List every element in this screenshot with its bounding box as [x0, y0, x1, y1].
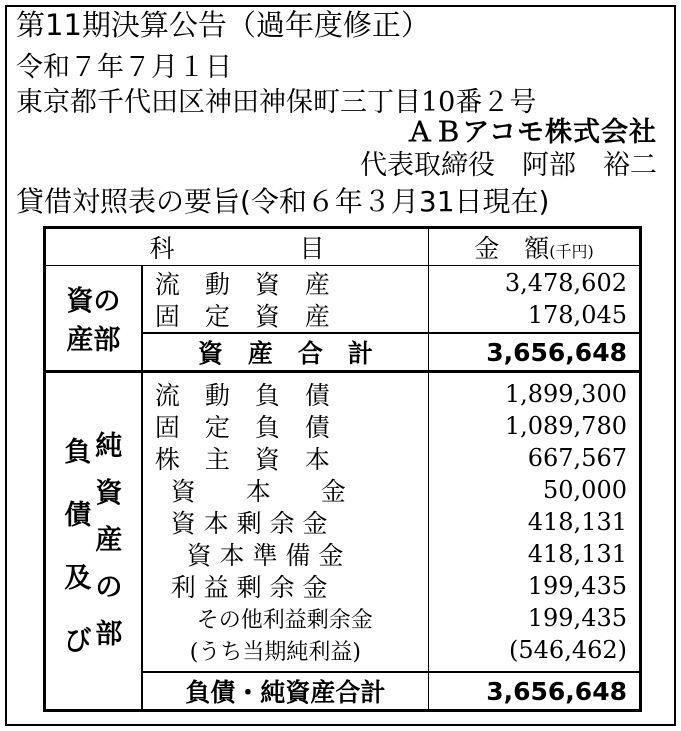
asset-value-fixed: 178,045 [527, 301, 627, 330]
liability-value: 50,000 [543, 476, 627, 505]
liability-label: 資 本 金 [154, 477, 346, 507]
balance-sheet-table [43, 226, 642, 712]
liabilities-total-label: 負債・純資産合計 [142, 672, 429, 711]
assets-section-label [45, 266, 142, 372]
assets-total-value: 3,656,648 [429, 333, 641, 372]
liabilities-values [429, 372, 641, 672]
liabilities-labels [142, 372, 429, 672]
liability-label: 利 益 剰 余 金 [154, 573, 328, 603]
liability-label: 資 本 準 備 金 [154, 541, 344, 571]
liability-value: 418,131 [527, 508, 627, 537]
liabilities-section-col1 [64, 424, 91, 658]
liabilities-section-col2 [95, 424, 122, 658]
liabilities-section-label [45, 372, 142, 711]
asset-label-current: 流 動 資 産 [154, 270, 330, 300]
assets-section-line1: 資の [66, 286, 121, 318]
liability-value: 1,089,780 [504, 412, 627, 441]
section-char: 産 [95, 525, 123, 557]
company-address: 東京都千代田区神田神保町三丁目10番２号 [16, 87, 537, 118]
assets-values [429, 266, 641, 334]
liability-value: 667,567 [527, 444, 627, 473]
section-char: 部 [95, 619, 123, 651]
liability-label: (うち当期純利益) [154, 639, 361, 665]
section-char: の [95, 572, 123, 604]
table-header-row [45, 228, 641, 266]
liability-label: 流 動 負 債 [154, 381, 330, 411]
representative: 代表取締役 阿部 裕二 [360, 150, 657, 181]
liability-label: 株 主 資 本 [154, 445, 330, 475]
header-unit: (千円) [549, 242, 594, 261]
assets-labels [142, 266, 429, 334]
section-char: 及 [64, 563, 92, 595]
liability-label: 固 定 負 債 [154, 413, 330, 443]
section-char: 債 [64, 500, 92, 532]
section-char: 純 [95, 431, 123, 463]
liability-value: 1,899,300 [504, 380, 627, 409]
notice-title: 第11期決算公告（過年度修正） [16, 8, 430, 42]
company-name: ＡＢアコモ株式会社 [406, 117, 657, 148]
header-amount-label: 金 額 [474, 234, 550, 263]
liability-value: (546,462) [509, 636, 627, 665]
section-char: び [64, 626, 92, 658]
liabilities-rows [45, 372, 641, 672]
liability-value: 199,435 [527, 604, 627, 633]
header-subject: 科 目 [45, 228, 429, 266]
liability-value: 199,435 [527, 572, 627, 601]
assets-total-label: 資 産 合 計 [142, 333, 429, 372]
section-char: 資 [95, 478, 123, 510]
notice-date: 令和７年７月１日 [16, 52, 232, 83]
asset-value-current: 3,478,602 [504, 269, 627, 298]
assets-rows [45, 266, 641, 334]
liabilities-total-value: 3,656,648 [429, 672, 641, 711]
header-amount [429, 228, 641, 266]
section-char: 負 [64, 437, 92, 469]
assets-section-line2: 産部 [66, 325, 121, 357]
balance-sheet-subtitle: 貸借対照表の要旨(令和６年３月31日現在) [16, 185, 550, 218]
asset-label-fixed: 固 定 資 産 [154, 302, 330, 332]
liability-value: 418,131 [527, 540, 627, 569]
liability-label: その他利益剰余金 [154, 607, 373, 633]
liability-label: 資 本 剰 余 金 [154, 509, 328, 539]
